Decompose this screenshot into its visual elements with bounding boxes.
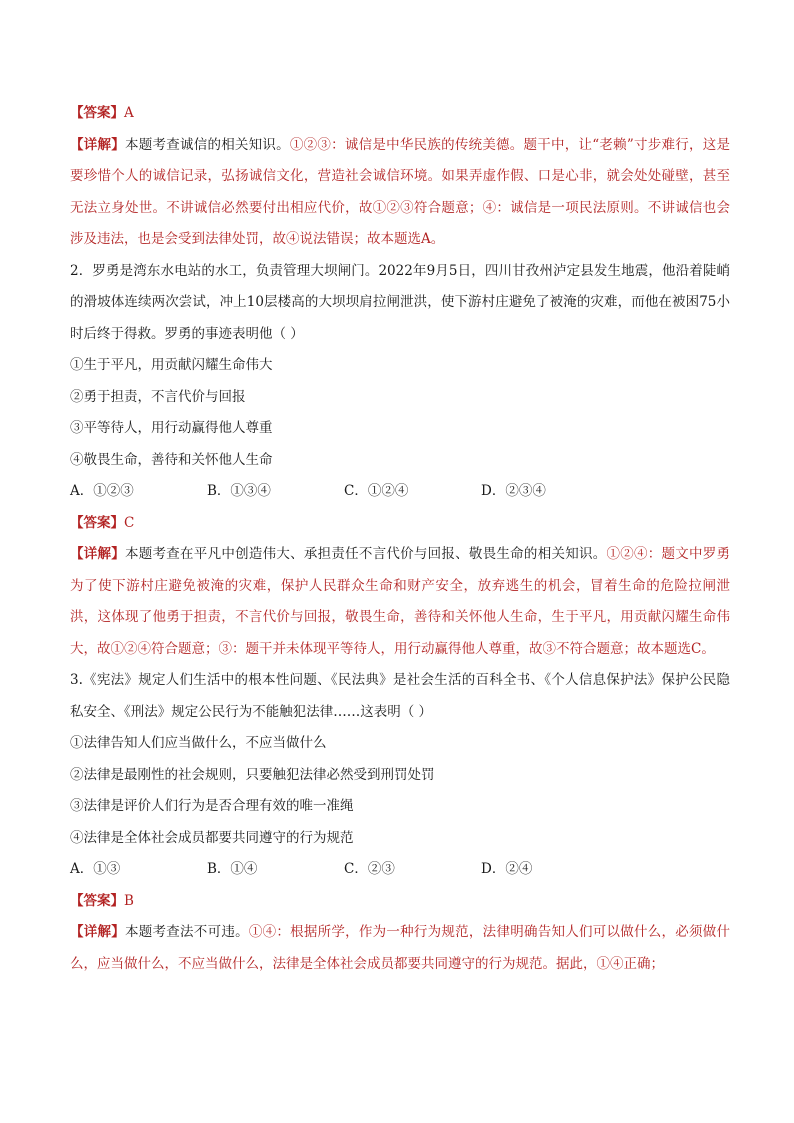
q2-answer [70, 508, 730, 540]
detail-intro: 本题考查法不可违。 [125, 924, 249, 940]
q2-options [70, 476, 730, 508]
answer-tag: 【答案】 [70, 892, 124, 909]
q3-detail [70, 917, 730, 980]
q3-stem: 3.《宪法》规定人们生活中的根本性问题、《民法典》是社会生活的百科全书、《个人信息保护法》保护公民隐私安全、《刑法》规定公民行为不能触犯法律……这表明（ ） [70, 672, 730, 720]
q1-answer [70, 98, 730, 130]
q2-option-c: C．①②④ [344, 483, 409, 499]
q1-detail [70, 130, 730, 256]
q2-option-a: A．①②③ [70, 483, 134, 499]
answer-tag: 【答案】 [70, 105, 124, 121]
q3-item-3: ③法律是评价人们行为是否合理有效的唯一准绳 [70, 798, 354, 814]
q3-answer [70, 886, 730, 918]
document-content [70, 98, 730, 980]
answer-value: C [124, 514, 135, 531]
q3-item-4: ④法律是全体社会成员都要共同遵守的行为规范 [70, 829, 354, 846]
q2-option-d: D．②③④ [481, 483, 546, 499]
detail-analysis-2: ③：题干并未体现平等待人，用行动赢得他人尊重，故③不符合题意；故本题选C。 [218, 640, 715, 657]
answer-tag: 【答案】 [70, 514, 124, 531]
q2-stem: 2．罗勇是湾东水电站的水工，负责管理大坝闸门。2022年9月5日，四川甘孜州泸定县发生地震，他沿着陡峭的滑坡体连续两次尝试，冲上10层楼高的大坝坝肩拉闸泄洪，使下游村庄避免了被淹的灾难，而他在被困75小时后终于得救。罗勇的事迹表明他（ ） [70, 262, 730, 342]
q2-detail [70, 539, 730, 665]
detail-intro: 本题考查诚信的相关知识。 [124, 136, 290, 153]
detail-tag: 【详解】 [70, 546, 126, 562]
q3-option-d: D．②④ [481, 861, 533, 877]
q3-item-2: ②法律是最刚性的社会规则，只要触犯法律必然受到刑罚处罚 [70, 766, 435, 783]
answer-value: B [124, 892, 134, 909]
q2-item-1: ①生于平凡，用贡献闪耀生命伟大 [70, 357, 273, 373]
q2-item-2: ②勇于担责，不言代价与回报 [70, 388, 246, 405]
q3-item-1: ①法律告知人们应当做什么，不应当做什么 [70, 735, 327, 751]
q2-item-3: ③平等待人，用行动赢得他人尊重 [70, 420, 273, 436]
q2-option-b: B．①③④ [207, 483, 271, 499]
q3-options [70, 854, 730, 886]
q2-item-4: ④敬畏生命，善待和关怀他人生命 [70, 451, 273, 468]
detail-analysis: ①④：根据所学，作为一种行为规范，法律明确告知人们可以做什么，必须做什么，应当做什么，不应当做什么，法律是全体社会成员都要共同遵守的行为规范。据此，①④正确； [70, 924, 731, 972]
detail-analysis: ①②③：诚信是中华民族的传统美德。题干中，让“老赖”寸步难行，这是要珍惜个人的诚信记录，弘扬诚信文化，营造社会诚信环境。如果弄虚作假、口是心非，就会处处碰壁，甚至无法立身处世。不讲诚信必然要付出相应代价，故①②③符合题意；④：诚信是一项民法原则。不讲诚信也会涉及违法，也是会受到法律处罚，故④说法错误；故本题选A。 [70, 136, 731, 247]
detail-intro: 本题考查在平凡中创造伟大、承担责任不言代价与回报、敬畏生命的相关知识。 [125, 546, 607, 562]
answer-value: A [124, 105, 134, 121]
q3-option-b: B．①④ [207, 861, 258, 877]
detail-tag: 【详解】 [70, 136, 125, 153]
q3-option-a: A．①③ [70, 861, 121, 877]
detail-tag: 【详解】 [70, 924, 126, 940]
q3-option-c: C．②③ [344, 861, 395, 877]
detail-analysis-1: ①②④：题文中罗勇为了使下游村庄避免被淹的灾难，保护人民群众生命和财产安全，放弃逃生的机会，冒着生命的危险拉闸泄洪，这体现了他勇于担责，不言代价与回报，敬畏生命，善待和关怀他人生命，生于平凡，用贡献闪耀生命伟大，故①②④符合题意； [70, 546, 731, 657]
